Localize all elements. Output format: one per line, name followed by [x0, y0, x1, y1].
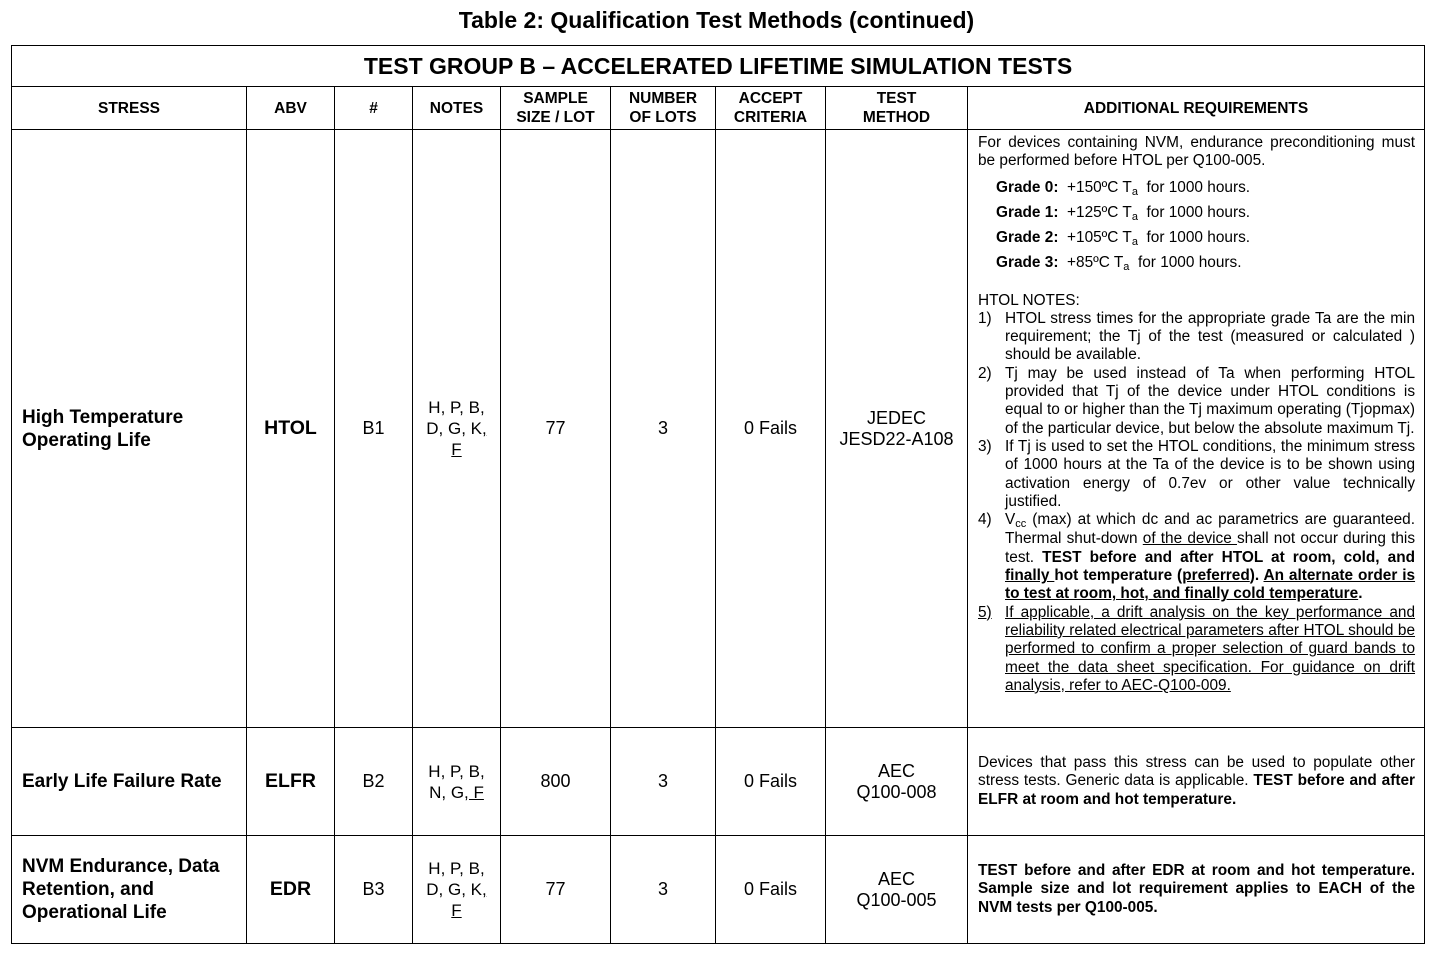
table-title: Table 2: Qualification Test Methods (continued)	[458, 7, 975, 33]
accept-criteria-cell: 0 Fails	[716, 130, 826, 728]
table-row-edr	[12, 836, 1425, 944]
lots-cell: 3	[611, 130, 716, 728]
header-accept-criteria: ACCEPT CRITERIA	[716, 87, 826, 130]
list-item: 4) Vcc (max) at which dc and ac parametrics are guaranteed. Thermal shut-down of the device shall not occur during this test. TEST before and after HTOL at room, cold, and finally hot temperature (preferred). An alternate order is to test at room, hot, and finally cold temperature.	[978, 511, 1416, 603]
list-item: 1) HTOL stress times for the appropriate grade Ta are the min requirement; the Tj of the test (measured or calculated ) should be available.	[978, 309, 1416, 364]
accept-criteria-cell: 0 Fails	[716, 728, 826, 836]
list-item: 3) If Tj is used to set the HTOL conditions, the minimum stress of 1000 hours at the Ta of the device is to be shown using activation energy of 0.7ev or other value technically justified.	[978, 437, 1416, 510]
lots-cell: 3	[611, 836, 716, 944]
number-cell: B3	[335, 836, 413, 944]
stress-cell: Early Life Failure Rate	[12, 728, 247, 836]
grade-item: Grade 3: +85ºC Ta for 1000 hours.	[996, 253, 1242, 273]
list-item: 5) If applicable, a drift analysis on the key performance and reliability related electrical parameters after HTOL should be performed to confirm a proper selection of guard bands to meet the data sheet specification. For guidance on drift analysis, refer to AEC-Q100-009.	[978, 603, 1416, 694]
header-stress: STRESS	[12, 87, 247, 130]
qualification-table	[11, 45, 1425, 944]
lots-cell: 3	[611, 728, 716, 836]
grade-list	[978, 176, 1415, 276]
notes-cell: H, P, B, D, G, K, F	[413, 836, 501, 944]
grade-item: Grade 0: +150ºC Ta for 1000 hours.	[996, 178, 1251, 198]
header-test-method: TEST METHOD	[826, 87, 968, 130]
sample-size-cell: 77	[501, 836, 611, 944]
header-row	[12, 87, 1425, 130]
htol-notes-list	[978, 310, 1415, 695]
stress-cell: High Temperature Operating Life	[12, 130, 247, 728]
group-title: TEST GROUP B – ACCELERATED LIFETIME SIMULATION TESTS	[12, 46, 1425, 87]
header-notes: NOTES	[413, 87, 501, 130]
test-method-cell: AEC Q100-005	[826, 836, 968, 944]
accept-criteria-cell: 0 Fails	[716, 836, 826, 944]
req-intro: For devices containing NVM, endurance preconditioning must be performed before HTOL per Q100-005.	[978, 134, 1416, 170]
sample-size-cell: 77	[501, 130, 611, 728]
test-method-cell: JEDEC JESD22-A108	[826, 130, 968, 728]
table-row-htol	[12, 130, 1425, 728]
abv-cell: HTOL	[247, 130, 335, 728]
grade-item: Grade 1: +125ºC Ta for 1000 hours.	[996, 203, 1251, 223]
abv-cell: EDR	[247, 836, 335, 944]
header-sample-size: SAMPLE SIZE / LOT	[501, 87, 611, 130]
header-additional-requirements: ADDITIONAL REQUIREMENTS	[968, 87, 1425, 130]
grade-item: Grade 2: +105ºC Ta for 1000 hours.	[996, 228, 1251, 248]
abv-cell: ELFR	[247, 728, 335, 836]
additional-requirements-cell	[968, 130, 1425, 728]
header-number-of-lots: NUMBER OF LOTS	[611, 87, 716, 130]
notes-cell: H, P, B, D, G, K, F	[413, 130, 501, 728]
header-abv: ABV	[247, 87, 335, 130]
list-item: 2) Tj may be used instead of Ta when performing HTOL provided that Tj of the device under HTOL conditions is equal to or higher than the Tj maximum operating (Tjopmax) of the particular device, but below the absolute maximum Tj.	[978, 364, 1416, 437]
sample-size-cell: 800	[501, 728, 611, 836]
header-number: #	[335, 87, 413, 130]
number-cell: B2	[335, 728, 413, 836]
additional-requirements-cell: Devices that pass this stress can be used to populate other stress tests. Generic data is applicable. TEST before and after ELFR at room and hot temperature.	[968, 728, 1425, 836]
test-method-cell: AEC Q100-008	[826, 728, 968, 836]
additional-requirements-cell: TEST before and after EDR at room and hot temperature. Sample size and lot requirement applies to EACH of the NVM tests per Q100-005.	[968, 836, 1425, 944]
stress-cell: NVM Endurance, Data Retention, and Operational Life	[12, 836, 247, 944]
number-cell: B1	[335, 130, 413, 728]
notes-cell: H, P, B, N, G, F	[413, 728, 501, 836]
table-row-elfr	[12, 728, 1425, 836]
htol-notes-heading: HTOL NOTES:	[978, 291, 1080, 309]
